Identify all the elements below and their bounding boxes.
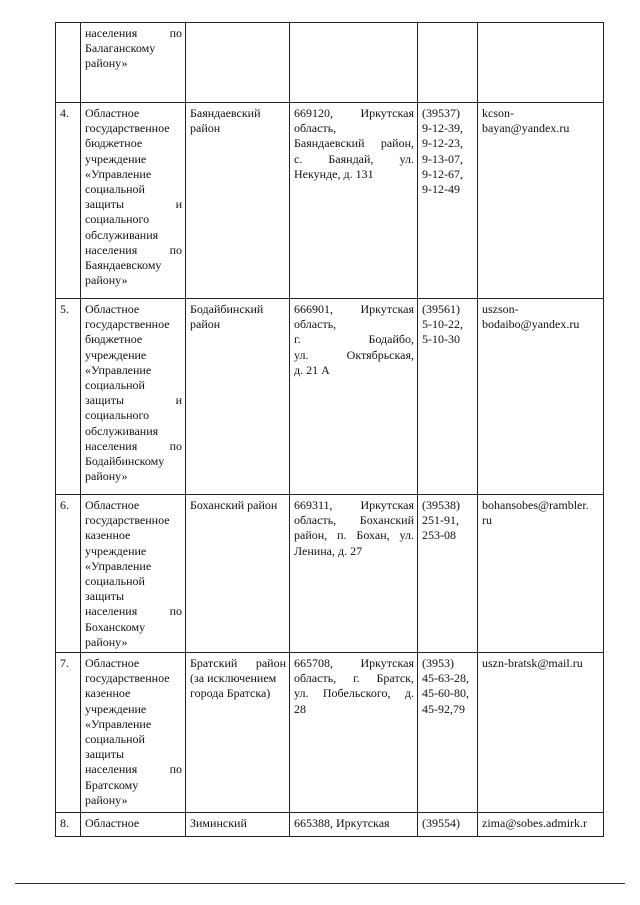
organization-name-line: бюджетное <box>85 332 143 347</box>
phone-line: 45-60-80, <box>422 686 469 701</box>
phone-line: 9-12-23, <box>422 136 463 151</box>
district-name-line: Братский район <box>190 656 286 671</box>
district-name <box>186 23 290 103</box>
address <box>290 23 418 103</box>
phone-line: (39537) <box>422 106 460 120</box>
organization-name-line: казенное <box>85 686 131 701</box>
phone-line: (39538) <box>422 498 460 512</box>
organization-name-line: государственное <box>85 513 170 528</box>
phone-line: 253-08 <box>422 528 456 543</box>
address-line: 665708, Иркутская <box>294 656 414 671</box>
page-bottom-rule <box>15 883 625 884</box>
organization-name-line: Областное <box>85 106 140 120</box>
organization-name-line: населения по <box>85 762 182 777</box>
email-line: uszn-bratsk@mail.ru <box>482 656 583 671</box>
email-line: zima@sobes.admirk.r <box>482 816 588 831</box>
phone-line: (3953) <box>422 656 454 671</box>
phone <box>418 299 478 495</box>
email <box>478 299 604 495</box>
address-line: 28 <box>294 701 306 716</box>
phone-line: 9-12-39, <box>422 121 463 136</box>
district-name-line: Боханский район <box>190 498 278 512</box>
district-name-line: Зиминский <box>190 816 247 831</box>
organization-name-line: учреждение <box>85 151 147 166</box>
organization-name <box>81 103 186 299</box>
organization-name-line: населения по <box>85 242 182 257</box>
row-number: 5. <box>56 299 81 495</box>
email <box>478 813 604 837</box>
organization-name-line: социальной <box>85 732 145 747</box>
organization-name-line: Балаганскому <box>85 41 156 56</box>
email-line: bodaibo@yandex.ru <box>482 317 580 332</box>
district-name <box>186 299 290 495</box>
row-number: 8. <box>56 813 81 837</box>
address-line: область, <box>294 317 337 332</box>
organization-name-line: защиты <box>85 589 125 604</box>
organization-name-line: казенное <box>85 528 131 543</box>
phone-line: (39554) <box>422 816 460 831</box>
email <box>478 653 604 813</box>
address-line: область, <box>294 121 337 136</box>
phone <box>418 653 478 813</box>
district-name <box>186 495 290 653</box>
table-row <box>56 495 604 653</box>
district-name-line: (за исключением <box>190 671 277 686</box>
email <box>478 495 604 653</box>
organization-name-line: бюджетное <box>85 136 143 151</box>
organization-name-line: населения по <box>85 26 182 40</box>
phone <box>418 813 478 837</box>
phone-line: 45-63-28, <box>422 671 469 686</box>
district-name <box>186 653 290 813</box>
phone <box>418 23 478 103</box>
organization-name-line: защиты и <box>85 393 182 408</box>
email-line: bayan@yandex.ru <box>482 121 570 136</box>
email <box>478 103 604 299</box>
organization-name-line: «Управление <box>85 362 152 377</box>
address-line: область, г. Братск, <box>294 671 414 686</box>
organization-name-line: «Управление <box>85 558 152 573</box>
organization-name-line: району» <box>85 792 128 807</box>
row-number <box>56 23 81 103</box>
phone-line: 9-13-07, <box>422 151 463 166</box>
email-line: bohansobes@rambler. <box>482 498 589 512</box>
organization-name-line: Бодайбинскому <box>85 454 165 469</box>
organization-name-line: социальной <box>85 378 145 393</box>
phone-line: 9-12-49 <box>422 182 460 197</box>
organization-name-line: социального <box>85 408 150 423</box>
organization-name-line: населения по <box>85 604 182 619</box>
district-name-line: район <box>190 317 221 332</box>
email <box>478 23 604 103</box>
address-line: г. Бодайбо, <box>294 332 414 347</box>
district-name-line: города Братска) <box>190 686 271 701</box>
email-line: uszson- <box>482 302 519 316</box>
phone <box>418 103 478 299</box>
district-name <box>186 103 290 299</box>
institutions-table <box>55 22 604 837</box>
organization-name-line: социального <box>85 212 150 227</box>
address-line: 669120, Иркутская <box>294 106 414 120</box>
email-line: ru <box>482 513 492 528</box>
district-name <box>186 813 290 837</box>
address-line: Некунде, д. 131 <box>294 166 374 181</box>
organization-name-line: Боханскому <box>85 619 146 634</box>
organization-name-line: учреждение <box>85 701 147 716</box>
organization-name-line: социальной <box>85 182 145 197</box>
organization-name-line: населения по <box>85 438 182 453</box>
table-row <box>56 103 604 299</box>
organization-name-line: учреждение <box>85 347 147 362</box>
address-line: 665388, Иркутская <box>294 816 390 831</box>
address <box>290 103 418 299</box>
row-number: 6. <box>56 495 81 653</box>
phone-line: 9-12-67, <box>422 166 463 181</box>
address-line: область, Боханский <box>294 513 414 528</box>
organization-name-line: Братскому <box>85 777 139 792</box>
address <box>290 653 418 813</box>
table-row <box>56 23 604 103</box>
row-number: 7. <box>56 653 81 813</box>
table-row <box>56 299 604 495</box>
organization-name-line: Областное <box>85 302 140 316</box>
organization-name <box>81 495 186 653</box>
address-line: 669311, Иркутская <box>294 498 414 512</box>
district-name-line: Бодайбинский <box>190 302 264 316</box>
organization-name-line: социальной <box>85 574 145 589</box>
organization-name-line: Областное <box>85 656 140 671</box>
organization-name-line: району» <box>85 56 128 71</box>
organization-name-line: району» <box>85 634 128 649</box>
organization-name <box>81 299 186 495</box>
address-line: ул. Побельского, д. <box>294 686 414 701</box>
organization-name-line: Баяндаевскому <box>85 258 162 273</box>
row-number: 4. <box>56 103 81 299</box>
phone-line: (39561) <box>422 302 460 316</box>
table-row <box>56 813 604 837</box>
organization-name-line: «Управление <box>85 716 152 731</box>
organization-name-line: району» <box>85 469 128 484</box>
phone <box>418 495 478 653</box>
address <box>290 299 418 495</box>
organization-name-line: защиты и <box>85 197 182 212</box>
district-name-line: район <box>190 121 221 136</box>
organization-name <box>81 653 186 813</box>
email-line: kcson- <box>482 106 514 120</box>
organization-name-line: государственное <box>85 671 170 686</box>
phone-line: 5-10-22, <box>422 317 463 332</box>
organization-name-line: «Управление <box>85 166 152 181</box>
address-line: Ленина, д. 27 <box>294 543 363 558</box>
address-line: Баяндаевский район, <box>294 136 414 151</box>
phone-line: 251-91, <box>422 513 459 528</box>
organization-name-line: обслуживания <box>85 423 159 438</box>
phone-line: 45-92,79 <box>422 701 465 716</box>
table-row <box>56 653 604 813</box>
district-name-line: Баяндаевский <box>190 106 261 120</box>
organization-name-line: государственное <box>85 121 170 136</box>
address-line: район, п. Бохан, ул. <box>294 528 414 543</box>
address-line: с. Баяндай, ул. <box>294 151 414 166</box>
address-line: д. 21 А <box>294 362 330 377</box>
organization-name-line: району» <box>85 273 128 288</box>
organization-name-line: защиты <box>85 747 125 762</box>
organization-name <box>81 23 186 103</box>
address-line: 666901, Иркутская <box>294 302 414 316</box>
phone-line: 5-10-30 <box>422 332 460 347</box>
organization-name-line: учреждение <box>85 543 147 558</box>
organization-name-line: Областное <box>85 498 140 512</box>
address-line: ул. Октябрьская, <box>294 347 414 362</box>
organization-name-line: обслуживания <box>85 227 159 242</box>
organization-name-line: государственное <box>85 317 170 332</box>
organization-name <box>81 813 186 837</box>
address <box>290 495 418 653</box>
address <box>290 813 418 837</box>
organization-name-line: Областное <box>85 816 140 831</box>
